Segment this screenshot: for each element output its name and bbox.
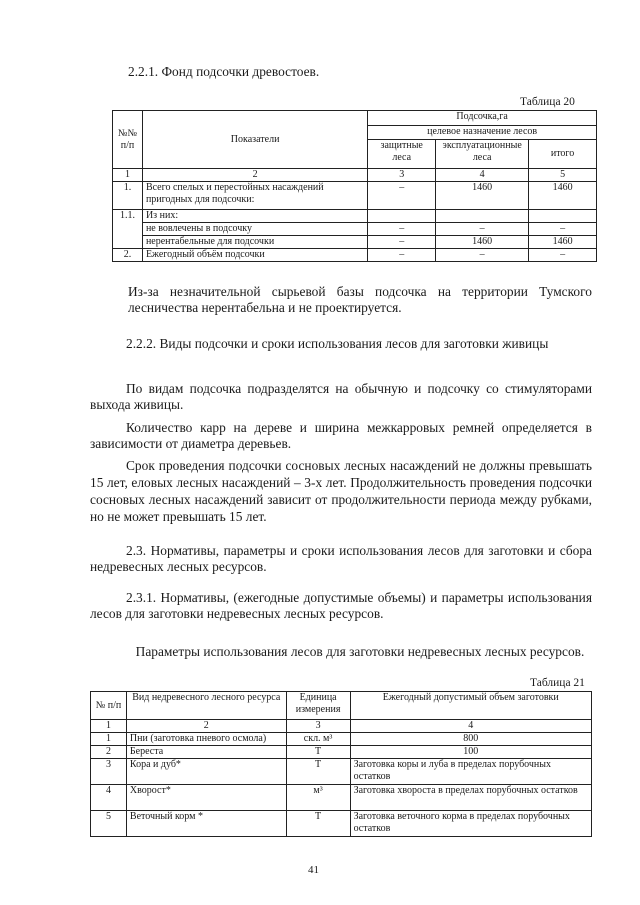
- page-number: 41: [308, 864, 319, 876]
- row-unit: скл. м³: [286, 733, 350, 746]
- row-volume: Заготовка хвороста в пределах порубочных остатков: [350, 785, 591, 811]
- cell-protective: –: [368, 236, 436, 249]
- row-number: 2: [91, 746, 127, 759]
- column-number: 1: [113, 169, 143, 182]
- row-resource: Пни (заготовка пневого осмола): [126, 733, 286, 746]
- cell-exploitation: 1460: [436, 182, 529, 210]
- table-header-resource-type: Вид недревесного лесного ресурса: [126, 692, 286, 720]
- paragraph-tapping-types: По видам подсочка подразделятся на обычную и подсочку со стимуляторами выхода живицы.: [90, 381, 592, 412]
- table-row: [113, 236, 597, 249]
- table-row: [113, 182, 597, 210]
- row-unit: Т: [286, 811, 350, 837]
- table-row: [91, 759, 592, 785]
- row-resource: Хворост*: [126, 785, 286, 811]
- row-number: 4: [91, 785, 127, 811]
- row-number: 1.1.: [113, 210, 143, 249]
- row-volume: 100: [350, 746, 591, 759]
- paragraph-tapping-period: Срок проведения подсочки сосновых лесных насаждений не должны превышать 15 лет, еловых лесных насаждений – 3-х лет. Продолжительность проведения подсочки сосновых лесных насаждений зависит от продолжительности периода между рубками, но не может превышать 15 лет.: [90, 458, 592, 524]
- row-volume: Заготовка коры и луба в пределах порубочных остатков: [350, 759, 591, 785]
- table-20: [112, 110, 597, 262]
- cell-total: 1460: [529, 182, 597, 210]
- table-header-indicators: Показатели: [142, 111, 367, 169]
- section-heading-2-2-1: 2.2.1. Фонд подсочки древостоев.: [128, 64, 320, 79]
- table-header-exploitation: эксплуатационные леса: [436, 140, 529, 169]
- column-number: 4: [350, 720, 591, 733]
- column-number: 3: [286, 720, 350, 733]
- table-row: [113, 210, 597, 223]
- cell-exploitation: –: [436, 249, 529, 262]
- table-header-total: итого: [529, 140, 597, 169]
- table-header-protective: защитные леса: [368, 140, 436, 169]
- row-number: 1.: [113, 182, 143, 210]
- row-resource: Береста: [126, 746, 286, 759]
- table-row: [91, 733, 592, 746]
- section-heading-2-3: 2.3. Нормативы, параметры и сроки использования лесов для заготовки и сбора недревесных лесных ресурсов.: [90, 543, 592, 574]
- column-number: 4: [436, 169, 529, 182]
- table-row: [113, 223, 597, 236]
- table-header-purpose: целевое назначение лесов: [368, 126, 597, 140]
- row-indicator: Всего спелых и перестойных насаждений пригодных для подсочки:: [142, 182, 367, 210]
- row-number: 2.: [113, 249, 143, 262]
- table-header-number: №№ п/п: [113, 111, 143, 169]
- paragraph-tapping-unprofitable: Из-за незначительной сырьевой базы подсочка на территории Тумского лесничества нерентабельна и не проектируется.: [128, 284, 592, 315]
- row-resource: Веточный корм *: [126, 811, 286, 837]
- paragraph-streaks-count: Количество карр на дереве и ширина межкарровых ремней определяется в зависимости от диаметра деревьев.: [90, 420, 592, 451]
- row-unit: м³: [286, 785, 350, 811]
- row-unit: Т: [286, 759, 350, 785]
- table-header-tapping: Подсочка,га: [368, 111, 597, 126]
- cell-exploitation: –: [436, 223, 529, 236]
- table-21-title: Параметры использования лесов для заготовки недревесных лесных ресурсов.: [135, 644, 585, 659]
- table-row: [91, 746, 592, 759]
- row-number: 3: [91, 759, 127, 785]
- table-row: [91, 785, 592, 811]
- row-indicator: нерентабельные для подсочки: [142, 236, 367, 249]
- table-21: [90, 691, 592, 837]
- row-number: 1: [91, 733, 127, 746]
- column-number: 1: [91, 720, 127, 733]
- section-heading-2-2-2: 2.2.2. Виды подсочки и сроки использования лесов для заготовки живицы: [126, 336, 549, 351]
- section-heading-2-3-1: 2.3.1. Нормативы, (ежегодные допустимые объемы) и параметры использования лесов для заготовки недревесных лесных ресурсов.: [90, 590, 592, 621]
- cell-protective: –: [368, 223, 436, 236]
- row-indicator: Ежегодный объём подсочки: [142, 249, 367, 262]
- column-number: 5: [529, 169, 597, 182]
- cell-protective: –: [368, 249, 436, 262]
- cell-total: –: [529, 223, 597, 236]
- column-number: 2: [126, 720, 286, 733]
- cell-total: –: [529, 249, 597, 262]
- row-resource: Кора и дуб*: [126, 759, 286, 785]
- cell-exploitation: 1460: [436, 236, 529, 249]
- column-number: 2: [142, 169, 367, 182]
- table-header-annual-volume: Ежегодный допустимый объем заготовки: [350, 692, 591, 720]
- row-unit: Т: [286, 746, 350, 759]
- column-number: 3: [368, 169, 436, 182]
- cell-protective: –: [368, 182, 436, 210]
- row-indicator: Из них:: [142, 210, 367, 223]
- row-number: 5: [91, 811, 127, 837]
- row-volume: 800: [350, 733, 591, 746]
- row-volume: Заготовка веточного корма в пределах порубочных остатков: [350, 811, 591, 837]
- row-indicator: не вовлечены в подсочку: [142, 223, 367, 236]
- cell-total: 1460: [529, 236, 597, 249]
- table-21-caption: Таблица 21: [530, 677, 585, 689]
- table-row: [91, 811, 592, 837]
- table-header-unit: Единица измерения: [286, 692, 350, 720]
- table-20-caption: Таблица 20: [520, 96, 575, 108]
- table-row: [113, 249, 597, 262]
- table-header-number: № п/п: [91, 692, 127, 720]
